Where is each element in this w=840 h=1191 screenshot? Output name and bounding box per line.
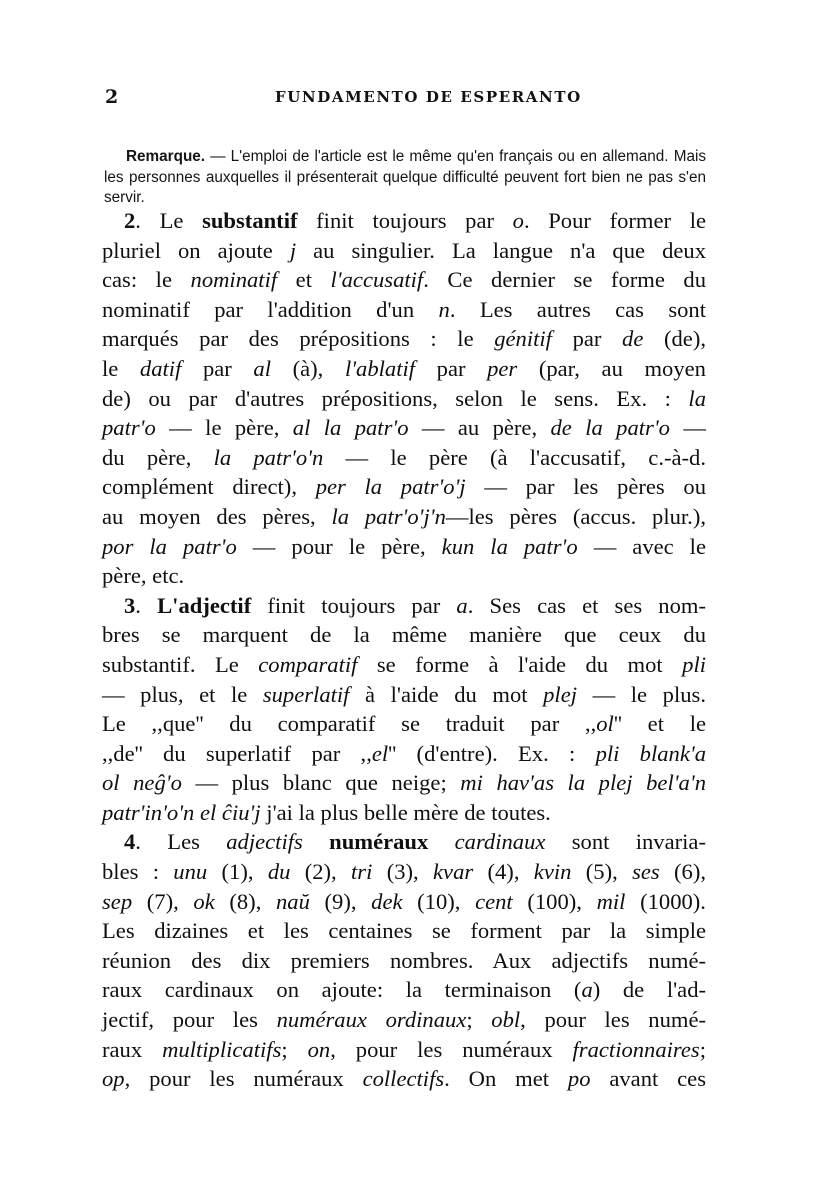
text-segment: — pour le père, [236,533,442,559]
italic-term: tri [351,859,373,885]
italic-term: nominatif [190,267,278,293]
italic-term: dek [371,888,403,914]
italic-term: a [456,592,468,618]
italic-term: l'accusatif [330,267,424,293]
italic-term: comparatif [258,651,358,677]
italic-term: du [267,859,291,885]
text-segment: — plus blanc que neige; [181,770,461,796]
text-line [102,946,706,976]
text-segment: (6), [659,859,706,885]
italic-term: génitif [494,326,552,352]
text-line [102,1035,706,1065]
text-segment: (1), [207,859,268,885]
italic-term: de [622,326,644,352]
text-segment: (de), [643,326,706,352]
text-segment: , pour les numéraux [330,1036,573,1062]
italic-term: per la patr'o'j [315,474,466,500]
text-segment: de) ou par d'autres prépositions, selon le sens. Ex. : [102,385,689,411]
text-segment: raux cardinaux on ajoute: la terminaison ( [102,977,582,1003]
text-line [102,768,706,798]
text-segment: ; [699,1036,706,1062]
text-segment: au moyen des pères, [102,503,332,529]
text-segment: j'ai la plus belle mère de toutes. [260,799,551,825]
text-segment: ,,de'' du superlatif par ,, [102,740,372,766]
italic-term: patr'o [102,415,156,441]
text-line [102,680,706,710]
text-segment: jectif, pour les [102,1007,277,1033]
text-segment: — plus, et le [102,681,263,707]
text-segment: — au père, [408,415,551,441]
text-line [102,827,706,857]
text-line [102,1005,706,1035]
page-header-title: FUNDAMENTO DE ESPERANTO [275,88,582,106]
text-line [102,532,706,562]
text-segment: nominatif par l'addition d'un [102,296,439,322]
text-segment: . Le [135,208,203,233]
italic-term: de la patr'o [550,415,670,441]
italic-term: kvin [533,859,572,885]
text-line [102,798,706,828]
text-segment: Les dizaines et les centaines se forment par la simple [102,918,706,944]
italic-term: ses [632,859,660,885]
italic-term: j [289,237,297,263]
bold-term: 3 [124,592,136,618]
text-segment: — par les pères ou [465,474,706,500]
italic-term: on [307,1036,331,1062]
text-segment: — le père, [155,415,293,441]
italic-term: cent [475,888,513,914]
text-segment [428,829,454,854]
text-segment: pluriel on ajoute [102,237,290,263]
text-segment: (à), [271,355,345,381]
text-line [102,443,706,473]
bold-term: 4 [124,829,136,855]
text-segment: marqués par des prépositions : le [102,326,495,352]
text-line [102,354,706,384]
text-segment: . On met [444,1066,568,1092]
text-line [102,265,706,295]
text-line [102,295,706,325]
text-line [102,413,706,443]
italic-term: a [581,977,593,1003]
text-segment: se forme à l'aide du mot [357,651,683,677]
text-line [102,472,706,502]
italic-term: sep [102,888,133,914]
italic-term: pli blank'a [595,740,706,766]
text-line [102,739,706,769]
italic-term: l'ablatif [344,355,416,381]
italic-term: por la patr'o [102,533,237,559]
italic-term: naŭ [275,888,310,914]
text-segment: (8), [214,888,276,914]
text-segment: et [277,267,331,293]
text-segment: . Ses cas et ses nom- [467,592,706,618]
bold-term: 2 [124,208,136,233]
text-segment: . Ce dernier se forme du [423,267,706,293]
text-segment: réunion des dix premiers nombres. Aux adjectifs numé- [102,947,706,973]
text-segment: raux [102,1036,163,1062]
text-segment: (1000). [625,888,706,914]
text-line [102,857,706,887]
italic-term: la [688,385,706,411]
text-line [102,561,706,591]
italic-term: datif [139,355,182,381]
italic-term: numéraux ordinaux [276,1007,467,1033]
text-segment: — [669,415,706,441]
italic-term: adjectifs [226,829,303,855]
text-segment: substantif. Le [102,651,259,677]
text-line [102,324,706,354]
italic-term: fractionnaires [572,1036,700,1062]
text-segment: à l'aide du mot [349,681,544,707]
text-segment: (2), [290,859,352,885]
italic-term: la patr'o'n [213,444,324,470]
text-segment: bles : [102,859,174,885]
remark-label: Remarque. [126,148,206,166]
text-line [102,236,706,266]
italic-term: superlatif [262,681,350,707]
italic-term: al la patr'o [292,415,409,441]
text-segment: ) de l'ad- [592,977,707,1003]
text-line [102,620,706,650]
text-segment [303,829,329,854]
text-segment: — le plus. [577,681,706,707]
text-segment: sont invaria- [545,829,706,855]
italic-term: cardinaux [454,829,546,855]
text-segment: (4), [473,859,534,885]
text-segment: (10), [402,888,476,914]
italic-term: obl [491,1007,521,1033]
text-segment: (5), [571,859,633,885]
text-segment: (100), [512,888,597,914]
text-segment: Le ,,que'' du comparatif se traduit par ,, [102,711,597,737]
italic-term: pli [682,651,706,677]
remark-text: — L'emploi de l'article est le même qu'en français ou en allemand. Mais les personnes auxquelles il présenterait quelque difficulté peuvent fort bien ne pas s'en servir. [104,148,706,207]
italic-term: unu [173,859,208,885]
text-segment: père, etc. [102,563,185,589]
text-segment: avant ces [590,1066,706,1092]
text-segment: finit toujours par [297,208,513,233]
text-segment: au singulier. La langue n'a que deux [296,237,706,263]
text-line [102,709,706,739]
text-segment: , pour les numéraux [124,1066,363,1092]
bold-term: substantif [202,208,298,233]
bold-term: numéraux [329,829,429,855]
text-segment: complément direct), [102,474,316,500]
text-line [102,916,706,946]
text-segment: —les pères (accus. plur.), [445,503,706,529]
text-segment: (7), [132,888,194,914]
text-segment: (9), [309,888,372,914]
text-segment: par [551,326,623,352]
italic-term: n [438,296,450,322]
text-line [102,591,706,621]
text-segment: — le père (à l'accusatif, c.-à-d. [323,444,706,470]
text-segment: '' et le [613,711,706,737]
italic-term: ol neĝ'o [102,770,182,796]
italic-term: ok [193,888,215,914]
italic-term: po [567,1066,591,1092]
italic-term: mil [596,888,626,914]
text-segment: . Les [135,829,227,855]
italic-term: plej [543,681,578,707]
text-segment: ; [466,1007,492,1033]
text-segment: finit toujours par [251,592,457,618]
italic-term: multiplicatifs [162,1036,282,1062]
italic-term: o [512,208,524,233]
italic-term: kun la patr'o [441,533,578,559]
text-segment: par [415,355,488,381]
italic-term: el [371,740,389,766]
text-line [102,650,706,680]
text-segment: par [181,355,254,381]
text-line [102,887,706,917]
italic-term: mi hav'as la plej bel'a'n [460,770,706,796]
italic-term: ol [596,711,614,737]
text-segment: , pour les numé- [520,1007,706,1033]
text-segment: '' (d'entre). Ex. : [388,740,596,766]
text-segment: ; [281,1036,308,1062]
bold-term: L'adjectif [157,592,252,618]
text-segment: du père, [102,444,214,470]
text-segment: le [102,355,140,381]
remark-note [104,147,706,209]
text-segment: . Pour former le [523,208,706,233]
italic-term: al [253,355,271,381]
text-segment: . [135,592,158,618]
italic-term: op [102,1066,125,1092]
text-segment: bres se marquent de la même manière que ceux du [102,622,706,648]
text-segment: . Les autres cas sont [449,296,706,322]
italic-term: patr'in'o'n el ĉiu'j [102,799,261,825]
text-segment: (par, au moyen [517,355,706,381]
italic-term: la patr'o'j'n [331,503,446,529]
text-line [102,1064,706,1094]
text-segment: cas: le [102,267,191,293]
italic-term: collectifs [362,1066,445,1092]
text-line [102,502,706,532]
text-line [102,384,706,414]
main-text [102,206,706,1094]
text-segment: — avec le [577,533,706,559]
text-line [102,975,706,1005]
text-line [102,206,706,236]
text-segment: (3), [372,859,434,885]
running-head [105,86,705,110]
page-number: 2 [105,86,119,108]
italic-term: kvar [433,859,474,885]
italic-term: per [487,355,518,381]
